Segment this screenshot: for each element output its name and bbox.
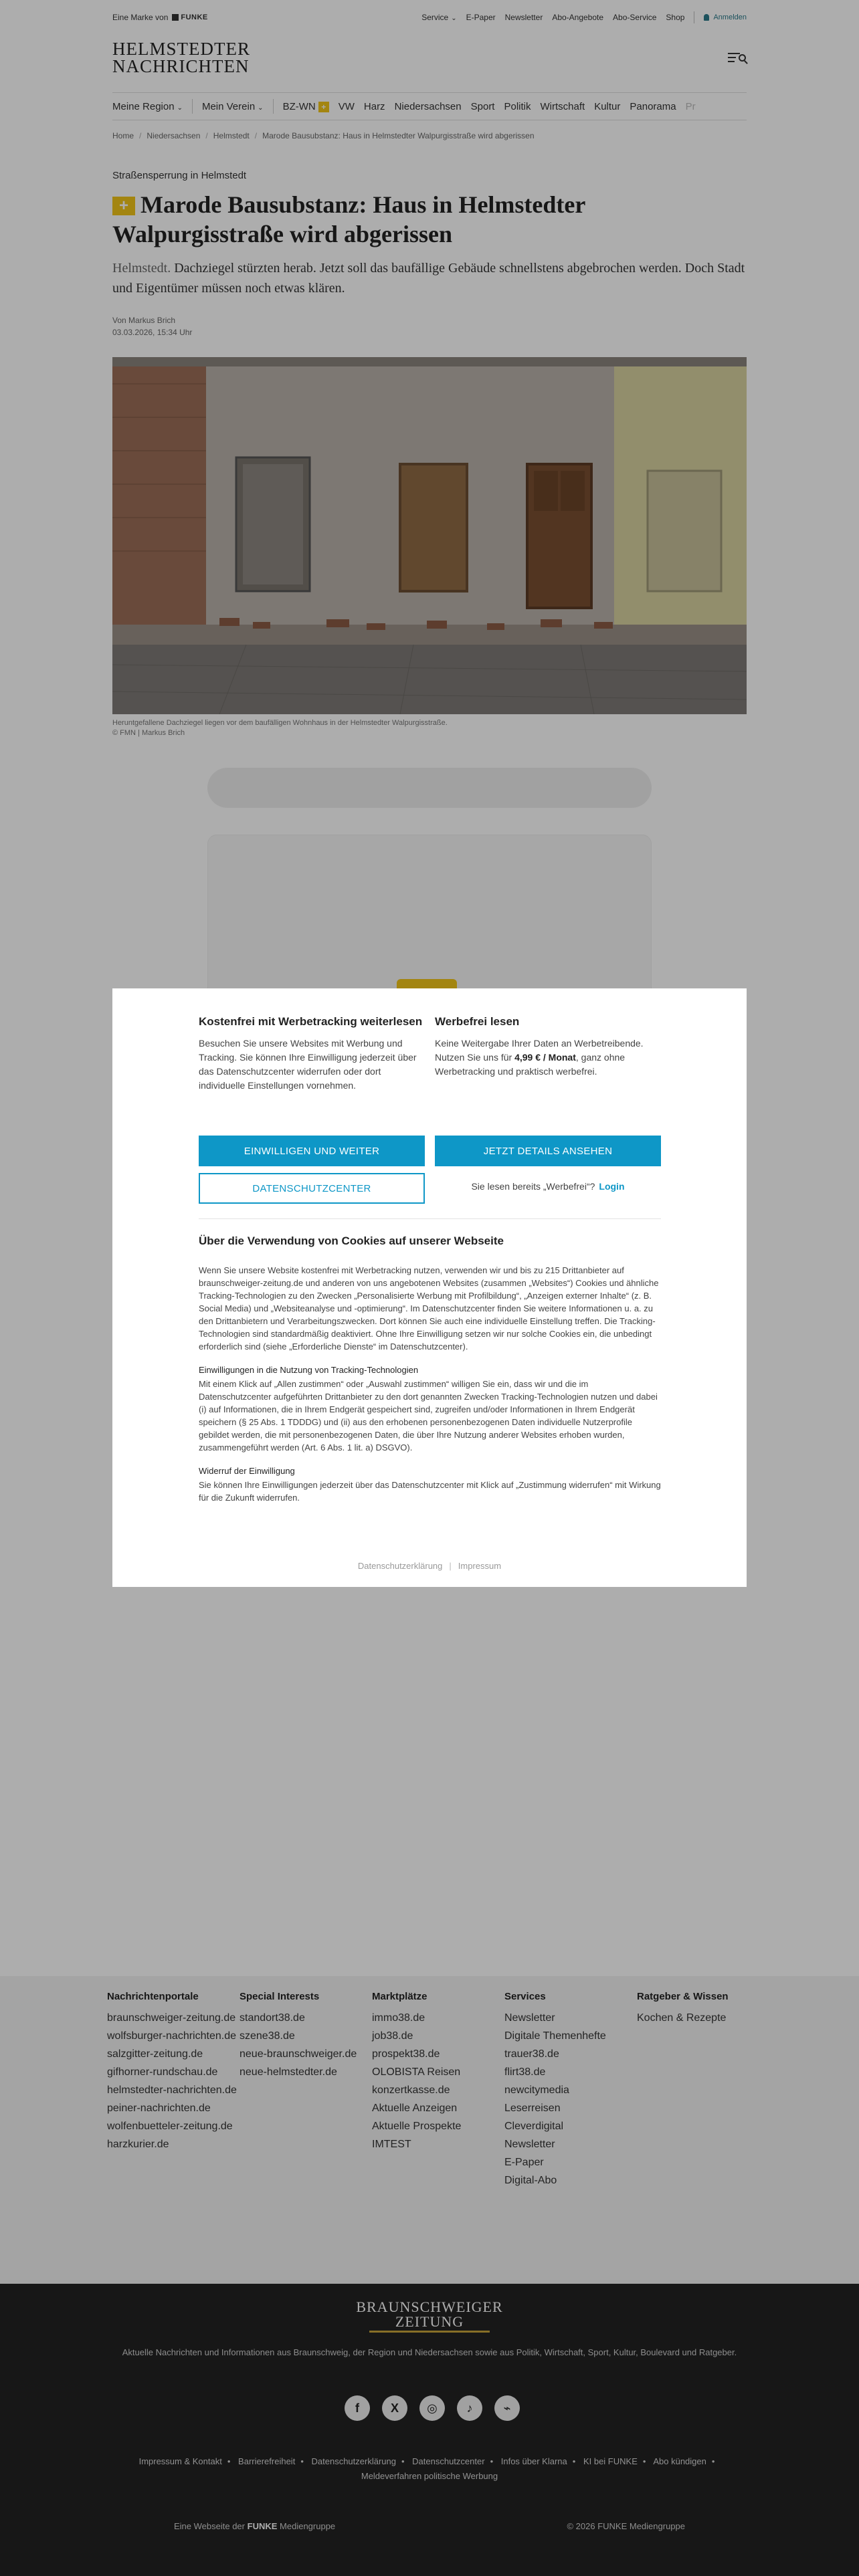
topnav-epaper[interactable]: E-Paper (466, 13, 496, 22)
accept-button[interactable]: EINWILLIGEN UND WEITER (199, 1136, 425, 1166)
cookie-consent-modal (112, 988, 747, 1587)
headline-text: Marode Bausubstanz: Haus in Helmstedter Walpurgisstraße wird abgerissen (112, 191, 585, 247)
footer-link[interactable]: szene38.de (240, 2030, 295, 2042)
legal-link[interactable]: KI bei FUNKE (583, 2456, 638, 2466)
footer-link[interactable]: neue-helmstedter.de (240, 2066, 337, 2078)
footer-link[interactable]: harzkurier.de (107, 2139, 169, 2150)
legal-link[interactable]: Datenschutzcenter (412, 2456, 485, 2466)
legal-link[interactable]: Abo kündigen (653, 2456, 706, 2466)
legal-links: Impressum & Kontakt • Barrierefreiheit • Datenschutzerklärung • Datenschutzcenter • Infos über Klarna • KI bei FUNKE • Abo kündigen • Meldeverfahren politische Werbung (138, 2456, 715, 2481)
footer-link[interactable]: Digital-Abo (504, 2175, 557, 2186)
topnav-shop[interactable]: Shop (666, 13, 685, 22)
facebook-icon[interactable]: f (345, 2395, 370, 2421)
breadcrumb-separator: / (254, 131, 258, 140)
footer-col-title: Special Interests (240, 1991, 320, 2002)
footer-link[interactable]: trauer38.de (504, 2048, 559, 2060)
cookie-paragraph: Wenn Sie unsere Website kostenfrei mit Werbetracking nutzen, verwenden wir und bis zu 215 Drittanbieter auf braunschweiger-zeitung.de und anderen von uns angebotenen Websites (zusammen „Websites“) Cookies und ähnliche Tracking-Technologien zu den Zwecken „Personalisierte Werbung mit Profilbildung“, „Anzeigen externer Inhalte“ (z. B. Social Media) und „Websiteanalyse und -optimierung“. Im Datenschutzcenter finden Sie weitere Informationen u. a. zu den Drittanbietern und Verarbeitungszwecken. Dort können Sie auch eine individuelle Einstellung treffen. Die Tracking-Technologien sind standardmäßig deaktiviert. Ohne Ihre Einwilligung setzen wir nur solche Cookies ein, die unbedingt erforderlich sind (siehe „Erforderliche Dienste“ im Datenschutzcenter). (199, 1265, 659, 1352)
rss-icon[interactable]: ⌁ (494, 2395, 520, 2421)
teaser-text: Dachziegel stürzten herab. Jetzt soll das baufällige Gebäude schnellstens abgebrochen werden. Doch Stadt und Eigentümer müssen noch etwas klären. (112, 261, 745, 296)
option-description: Besuchen Sie unsere Websites mit Werbung und Tracking. Sie können Ihre Einwilligung jederzeit über das Datenschutzcenter widerrufen oder dort individuelle Einstellungen vornehmen. (199, 1038, 417, 1091)
already-subscriber-text: Sie lesen bereits „Werbefrei“? (471, 1181, 595, 1192)
view-details-button[interactable]: JETZT DETAILS ANSEHEN (435, 1136, 661, 1166)
footer-link[interactable]: neue-braunschweiger.de (240, 2048, 357, 2060)
caption-text: Heruntgefallene Dachziegel liegen vor dem baufälligen Wohnhaus in der Helmstedter Walpurgisstraße. (112, 719, 448, 727)
publisher-suffix: Mediengruppe (280, 2521, 336, 2531)
ad-free-text-1: Keine Weitergabe Ihrer Daten an Werbetreibende. Nutzen Sie uns für (435, 1038, 644, 1063)
topnav-service-label: Service (421, 13, 449, 22)
chevron-down-icon: ⌄ (177, 104, 183, 112)
footer-link[interactable]: Cleverdigital (504, 2121, 564, 2132)
footer-link[interactable]: helmstedter-nachrichten.de (107, 2084, 237, 2096)
teaser-location: Helmstedt. (112, 261, 171, 276)
footer-link[interactable]: newcitymedia (504, 2084, 569, 2096)
footer-link[interactable]: standort38.de (240, 2012, 305, 2024)
cookie-paragraph: Sie können Ihre Einwilligungen jederzeit über das Datenschutzcenter mit Klick auf „Zustimmung widerrufen“ mit Wirkung für die Zukunft widerrufen. (199, 1480, 661, 1503)
tiktok-icon[interactable]: ♪ (457, 2395, 482, 2421)
legal-link[interactable]: Infos über Klarna (500, 2456, 567, 2466)
footer-link[interactable]: job38.de (372, 2030, 413, 2042)
footer-logo-line-1: BRAUNSCHWEIGER (356, 2298, 503, 2315)
nav-more-faded[interactable]: Pr (685, 100, 696, 112)
nav-my-club-label: Mein Verein (201, 100, 256, 112)
breadcrumb-current: Marode Bausubstanz: Haus in Helmstedter Walpurgisstraße wird abgerissen (262, 131, 535, 140)
plus-icon: + (318, 102, 329, 112)
login-label: Anmelden (713, 13, 747, 21)
instagram-icon[interactable]: ◎ (419, 2395, 445, 2421)
legal-link[interactable]: Impressum & Kontakt (138, 2456, 222, 2466)
legal-link[interactable]: Meldeverfahren politische Werbung (361, 2471, 498, 2481)
ad-free-price: 4,99 € / Monat (514, 1052, 576, 1063)
footer-link[interactable]: Newsletter (504, 2139, 555, 2150)
cookie-info-body (199, 1264, 661, 1515)
nav-bz-wn-label: BZ-WN (282, 100, 316, 112)
footer-col-title: Marktplätze (372, 1991, 427, 2002)
footer-link[interactable]: braunschweiger-zeitung.de (107, 2012, 236, 2024)
nav-wirtschaft[interactable]: Wirtschaft (540, 100, 585, 112)
topnav-newsletter[interactable]: Newsletter (504, 13, 543, 22)
publisher-prefix: Eine Webseite der (174, 2521, 245, 2531)
footer-link[interactable]: flirt38.de (504, 2066, 546, 2078)
privacy-policy-link[interactable]: Datenschutzerklärung (357, 1561, 443, 1571)
x-twitter-icon[interactable]: X (382, 2395, 407, 2421)
footer-link[interactable]: konzertkasse.de (372, 2084, 450, 2096)
option-title: Kostenfrei mit Werbetracking weiterlesen (199, 1015, 423, 1028)
footer-link[interactable]: Digitale Themenhefte (504, 2030, 606, 2042)
publisher-brand: FUNKE (247, 2521, 278, 2531)
nav-panorama[interactable]: Panorama (630, 100, 676, 112)
nav-harz[interactable]: Harz (363, 100, 385, 112)
nav-kultur[interactable]: Kultur (594, 100, 621, 112)
footer-link[interactable]: IMTEST (372, 2139, 411, 2150)
footer-link[interactable]: OLOBISTA Reisen (372, 2066, 461, 2078)
option-free-with-tracking (199, 1014, 425, 1093)
cookie-subheading: Einwilligungen in die Nutzung von Tracking-Technologien (199, 1365, 419, 1375)
legal-link[interactable]: Datenschutzerklärung (311, 2456, 396, 2466)
brand-prefix: Eine Marke von (112, 13, 169, 22)
footer-link[interactable]: Kochen & Rezepte (637, 2012, 727, 2024)
option-description (435, 1037, 661, 1079)
footer-link[interactable]: peiner-nachrichten.de (107, 2103, 211, 2114)
cookie-info-title: Über die Verwendung von Cookies auf unserer Webseite (199, 1235, 504, 1247)
breadcrumb-niedersachsen[interactable]: Niedersachsen (147, 131, 201, 140)
footer-col-title: Services (504, 1991, 546, 2002)
chevron-down-icon: ⌄ (258, 104, 264, 112)
footer-logo-line-2: ZEITUNG (395, 2313, 464, 2330)
topnav-abo-angebote[interactable]: Abo-Angebote (552, 13, 604, 22)
plus-icon: + (112, 197, 135, 215)
breadcrumb-separator: / (139, 131, 142, 140)
logo-line-2: NACHRICHTEN (112, 56, 250, 76)
footer-link[interactable]: Aktuelle Prospekte (372, 2121, 462, 2132)
ad-free-text-2: , ganz ohne Werbetracking und praktisch werbefrei. (435, 1052, 626, 1077)
chevron-down-icon: ⌄ (451, 15, 457, 22)
footer-link[interactable]: wolfsburger-nachrichten.de (107, 2030, 236, 2042)
footer-link[interactable]: Aktuelle Anzeigen (372, 2103, 458, 2114)
footer-link[interactable]: Leserreisen (504, 2103, 561, 2114)
divider (199, 1218, 661, 1219)
nav-my-region-label: Meine Region (112, 100, 175, 112)
footer-link[interactable]: Newsletter (504, 2012, 555, 2024)
footer-col-title: Ratgeber & Wissen (637, 1991, 729, 2002)
footer-link[interactable]: gifhorner-rundschau.de (107, 2066, 218, 2078)
breadcrumb-helmstedt[interactable]: Helmstedt (213, 131, 250, 140)
cookie-paragraph: Mit einem Klick auf „Allen zustimmen“ oder „Auswahl zustimmen“ willigen Sie ein, dass wir und die im Datenschutzcenter aufgeführten Drittanbieter zu den dort genannten Zwecken Tracking-Technologien nutzen und dabei (i) auf Informationen, die in Ihrem Endgerät gespeichert sind, zugreifen und/oder Informationen in Ihrem Endgerät speichern (§ 25 Abs. 1 TDDDG) und (ii) aus den erhobenen personenbezogenen Daten individuelle Nutzerprofile gebildet werden, die mit personenbezogenen Daten, die über Ihre Nutzung anderer Websites erhoben wurden, zusammengeführt werden (Art. 6 Abs. 1 lit. a) DSGVO). (199, 1379, 658, 1453)
nav-vw[interactable]: VW (338, 100, 355, 112)
option-title: Werbefrei lesen (435, 1015, 520, 1028)
funke-logo-text: FUNKE (181, 13, 208, 21)
footer-tagline: Aktuelle Nachrichten und Informationen aus Braunschweig, der Region und Niedersachsen sowie aus Politik, Wirtschaft, Sport, Kultur, Boulevard und Ratgeber. (122, 2347, 737, 2357)
footer-link[interactable]: wolfenbuetteler-zeitung.de (107, 2121, 233, 2132)
modal-footer-links: Datenschutzerklärung | Impressum (357, 1561, 502, 1571)
footer-col-title: Nachrichtenportale (107, 1991, 199, 2002)
copyright: © 2026 FUNKE Mediengruppe (567, 2521, 685, 2531)
imprint-link[interactable]: Impressum (458, 1561, 502, 1571)
footer-link[interactable]: immo38.de (372, 2012, 425, 2024)
logo-line-1: HELMSTEDTER (112, 39, 250, 59)
already-subscriber (435, 1181, 661, 1192)
footer-link[interactable]: salzgitter-zeitung.de (107, 2048, 203, 2060)
option-ad-free (435, 1014, 661, 1079)
breadcrumb-separator: / (205, 131, 208, 140)
cookie-subheading: Widerruf der Einwilligung (199, 1466, 295, 1476)
subscriber-login-link[interactable]: Login (599, 1181, 625, 1192)
breadcrumb-home[interactable]: Home (112, 131, 134, 140)
privacy-center-button[interactable]: DATENSCHUTZCENTER (199, 1173, 425, 1204)
nav-politik[interactable]: Politik (504, 100, 531, 112)
nav-niedersachsen[interactable]: Niedersachsen (394, 100, 462, 112)
publish-date: 03.03.2026, 15:34 Uhr (112, 328, 193, 337)
author: Von Markus Brich (112, 316, 176, 325)
footer-link[interactable]: prospekt38.de (372, 2048, 440, 2060)
photo-credit: © FMN | Markus Brich (112, 729, 185, 737)
article-kicker: Straßensperrung in Helmstedt (112, 170, 247, 181)
nav-sport[interactable]: Sport (470, 100, 495, 112)
legal-link[interactable]: Barrierefreiheit (238, 2456, 296, 2466)
footer-link[interactable]: E-Paper (504, 2157, 544, 2168)
topnav-abo-service[interactable]: Abo-Service (613, 13, 657, 22)
